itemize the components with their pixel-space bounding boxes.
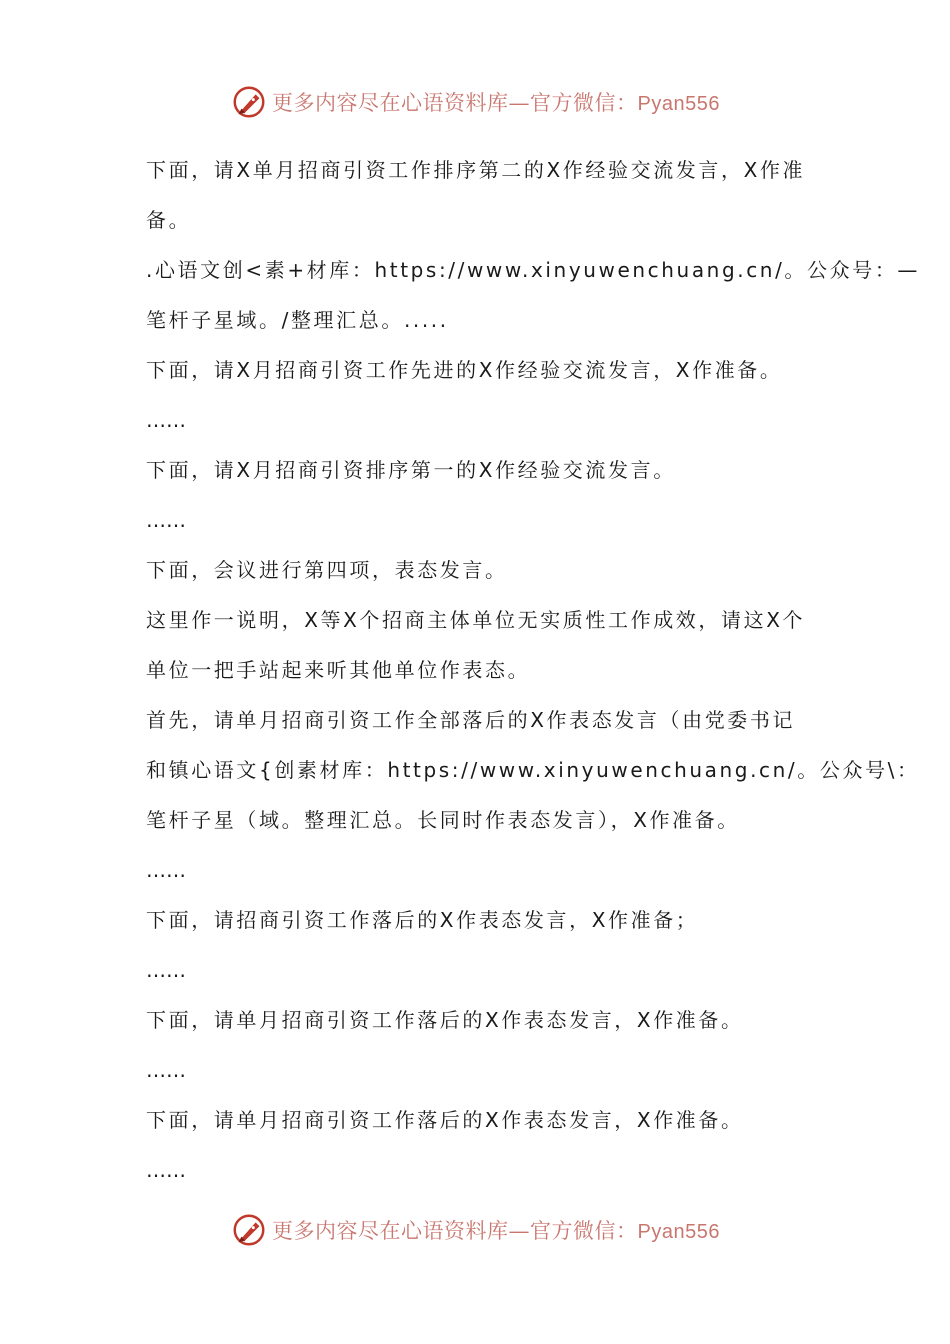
footer-banner: [0, 1208, 950, 1252]
paragraph-line: 笔杆子星（域。整理汇总。长同时作表态发言），X作准备。: [146, 808, 740, 832]
banner-text: 更多内容尽在心语资料库—官方微信：Pyan556: [272, 91, 720, 115]
banner-text: 更多内容尽在心语资料库—官方微信：Pyan556: [272, 1219, 720, 1243]
paragraph-line: 单位一把手站起来听其他单位作表态。: [146, 658, 531, 682]
paragraph-line: 首先，请单月招商引资工作全部落后的X作表态发言（由党委书记: [146, 708, 796, 732]
paragraph-line: 笔杆子星域。/整理汇总。.....: [146, 308, 449, 332]
paragraph-line: .心语文创<素+材库：https://www.xinyuwenchuang.cn/。公众号：—: [146, 258, 921, 282]
ellipsis-line: ……: [146, 508, 186, 532]
paragraph-line: 下面，会议进行第四项，表态发言。: [146, 558, 508, 582]
wechat-id: Pyan556: [637, 93, 720, 115]
ellipsis-line: ……: [146, 1158, 186, 1182]
document-body: [146, 148, 921, 1198]
paragraph-line: 下面，请招商引资工作落后的X作表态发言，X作准备；: [146, 908, 699, 932]
ellipsis-line: ……: [146, 958, 186, 982]
paragraph-line: 和镇心语文{创素材库：https://www.xinyuwenchuang.cn/。公众号\：: [146, 758, 920, 782]
pen-nib-logo-icon: [230, 83, 268, 121]
ellipsis-line: ……: [146, 408, 186, 432]
pen-nib-logo-icon: [230, 1211, 268, 1249]
paragraph-line: 下面，请X月招商引资排序第一的X作经验交流发言。: [146, 458, 676, 482]
ellipsis-line: ……: [146, 1058, 186, 1082]
wechat-id: Pyan556: [637, 1221, 720, 1243]
paragraph-line: 下面，请单月招商引资工作落后的X作表态发言，X作准备。: [146, 1008, 744, 1032]
paragraph-line: 下面，请X单月招商引资工作排序第二的X作经验交流发言，X作准: [146, 158, 806, 182]
ellipsis-line: ……: [146, 858, 186, 882]
header-banner: [0, 80, 950, 124]
paragraph-line: 下面，请单月招商引资工作落后的X作表态发言，X作准备。: [146, 1108, 744, 1132]
paragraph-line: 备。: [146, 208, 192, 232]
paragraph-line: 下面，请X月招商引资工作先进的X作经验交流发言，X作准备。: [146, 358, 783, 382]
paragraph-line: 这里作一说明，X等X个招商主体单位无实质性工作成效，请这X个: [146, 608, 806, 632]
